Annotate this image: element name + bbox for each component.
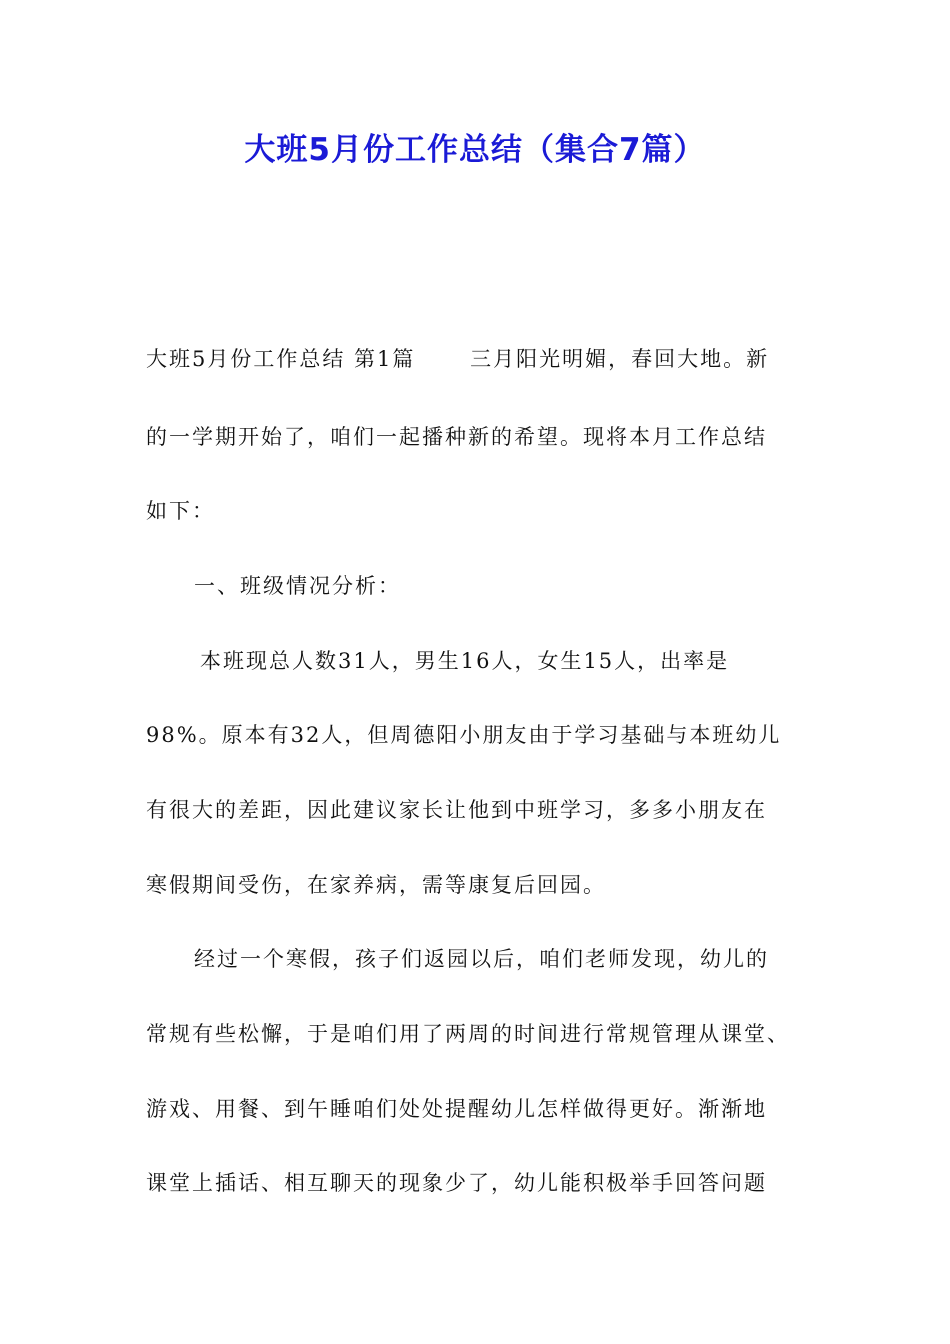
paragraph-line: 98%。原本有32人，但周德阳小朋友由于学习基础与本班幼儿	[146, 723, 782, 747]
paragraph-line: 本班现总人数31人，男生16人，女生15人，出率是	[200, 649, 730, 673]
paragraph-line: 有很大的差距，因此建议家长让他到中班学习，多多小朋友在	[146, 798, 767, 822]
paragraph-line: 经过一个寒假，孩子们返园以后，咱们老师发现，幼儿的	[194, 947, 769, 971]
paragraph-line: 大班5月份工作总结 第1篇 三月阳光明媚，春回大地。新	[146, 347, 770, 371]
paragraph-line: 课堂上插话、相互聊天的现象少了，幼儿能积极举手回答问题	[146, 1171, 767, 1195]
paragraph-line: 游戏、用餐、到午睡咱们处处提醒幼儿怎样做得更好。渐渐地	[146, 1097, 767, 1121]
document-title: 大班5月份工作总结（集合7篇）	[244, 132, 706, 168]
paragraph-line: 常规有些松懈，于是咱们用了两周的时间进行常规管理从课堂、	[146, 1022, 790, 1046]
paragraph-line: 的一学期开始了，咱们一起播种新的希望。现将本月工作总结	[146, 425, 767, 449]
paragraph-line: 寒假期间受伤，在家养病，需等康复后回园。	[146, 873, 606, 897]
paragraph-line: 如下：	[146, 499, 215, 523]
section-heading: 一、班级情况分析：	[194, 574, 401, 598]
